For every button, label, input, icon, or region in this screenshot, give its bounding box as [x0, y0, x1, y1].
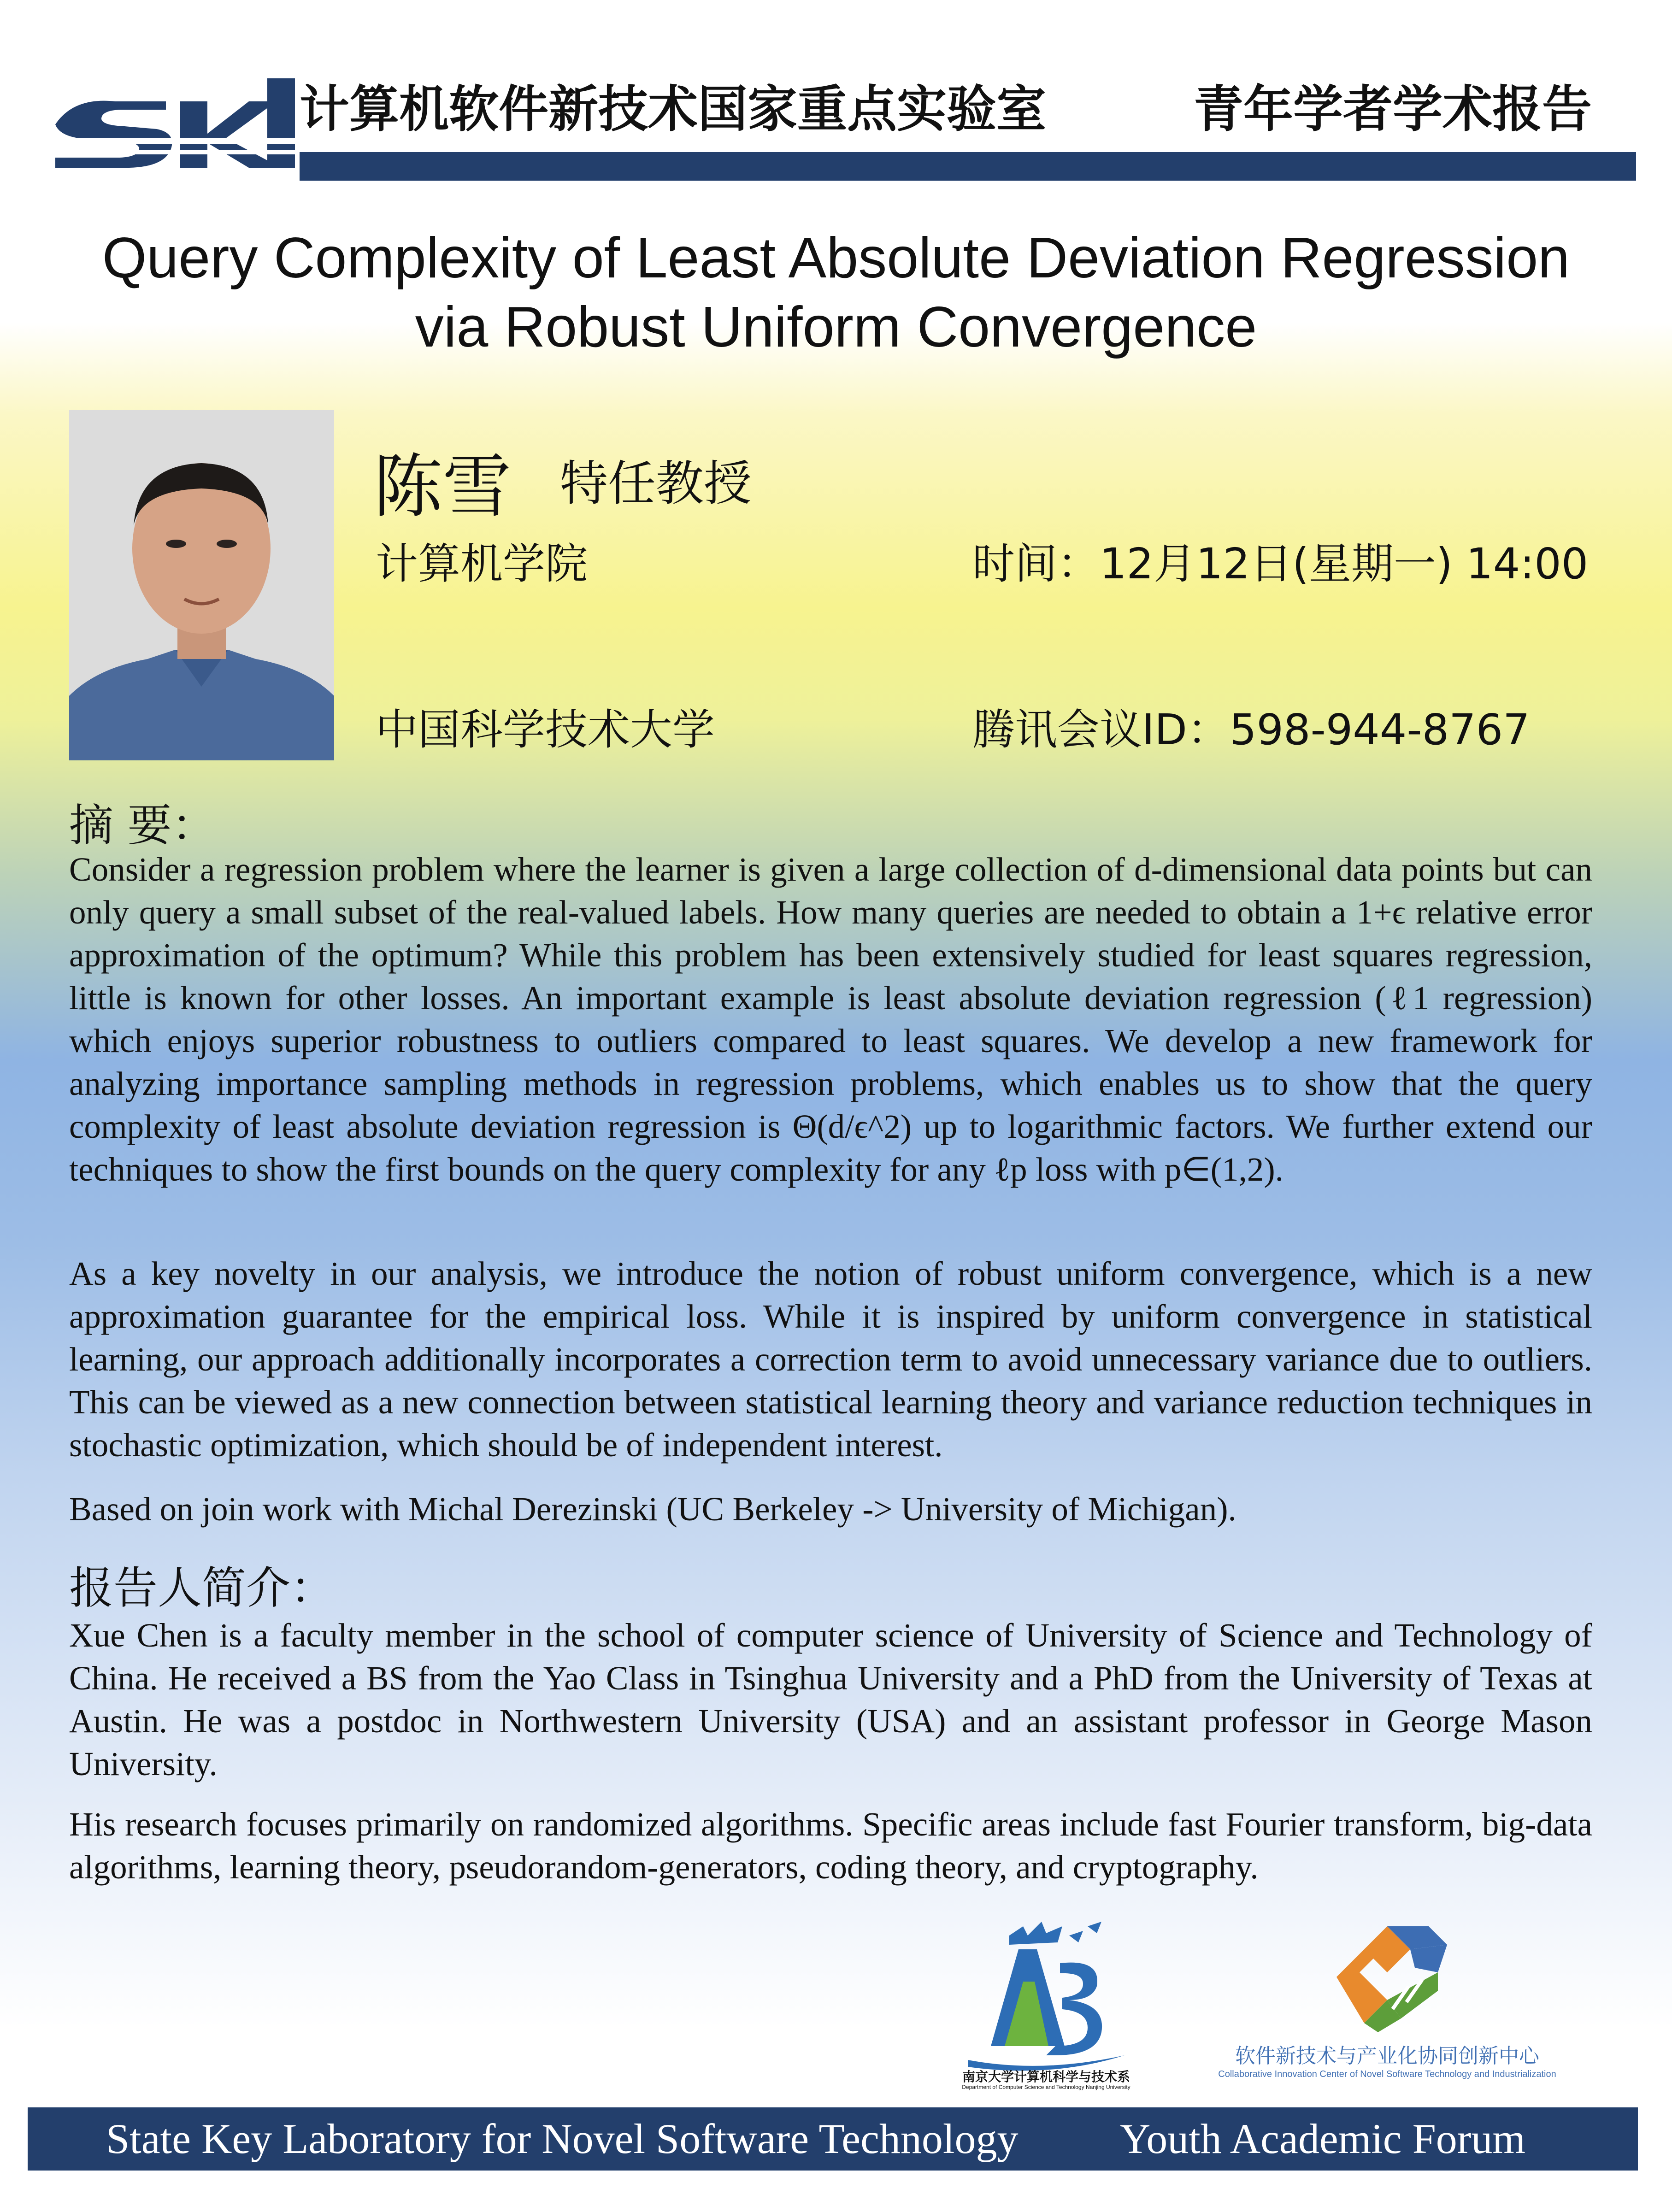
cic-caption: 软件新技术与产业化协同创新中心 [1235, 2044, 1539, 2068]
nju-caption-en: Department of Computer Science and Technology Nanjing University [962, 2084, 1130, 2090]
meeting-id: 腾讯会议ID：598-944-8767 [972, 705, 1530, 754]
nju-cs-logo [949, 1908, 1143, 2083]
speaker-photo [69, 410, 334, 760]
bio-heading: 报告人简介： [69, 1562, 335, 1614]
talk-title-line1: Query Complexity of Least Absolute Deviation Regression [102, 226, 1570, 290]
abstract-paragraph-2: As a key novelty in our analysis, we introduce the notion of robust uniform convergence, which is a new approximation guarantee for the empirical loss. While it is inspired by uniform convergence in statistical learning, our approach additionally incorporates a correction term to avoid unnecessary variance due to outliers. This can be viewed as a new connection between statistical learning theory and variance reduction techniques in stochastic optimization, which should be of independent interest. [69, 1255, 1592, 1464]
lab-name: 计算机软件新技术国家重点实验室 [300, 81, 1047, 138]
header-bar [300, 152, 1636, 181]
skl-logo [51, 69, 300, 175]
talk-title-line2: via Robust Uniform Convergence [415, 295, 1257, 359]
event-time: 时间：12月12日(星期一) 14:00 [972, 539, 1589, 588]
nju-caption: 南京大学计算机科学与技术系 [962, 2069, 1130, 2084]
bio-paragraph-2: His research focuses primarily on randomized algorithms. Specific areas include fast Fourier transform, big-data algorithms, learning theory, pseudorandom-generators, coding theory, and cryptography. [69, 1806, 1592, 1886]
speaker-name: 陈雪 [373, 447, 512, 527]
speaker-university: 中国科学技术大学 [376, 705, 715, 754]
talk-title [46, 224, 1626, 362]
speaker-portrait-icon [69, 410, 334, 760]
abstract-heading: 摘 要： [69, 800, 216, 851]
footer-forum-name: Youth Academic Forum [1120, 2115, 1525, 2162]
abstract-paragraph-1: Consider a regression problem where the learner is given a large collection of d-dimensional data points but can only query a small subset of the real-valued labels. How many queries are needed to obtain a 1+ϵ relative error approximation of the optimum? While this problem has been extensively studied for least squares regression, little is known for other losses. An important example is least absolute deviation regression (ℓ1 regression) which enjoys superior robustness to outliers compared to least squares. We develop a new framework for analyzing importance sampling methods in regression problems, which enables us to show that the query complexity of least absolute deviation regression is Θ(d/ϵ^2) up to logarithmic factors. We further extend our techniques to show the first bounds on the query complexity for any ℓp loss with p∈(1,2). [69, 851, 1592, 1188]
footer-lab-name: State Key Laboratory for Novel Software Technology [106, 2115, 1019, 2162]
cic-logo [1318, 1899, 1456, 2037]
bio-paragraph-1: Xue Chen is a faculty member in the school of computer science of University of Science and Technology of China. He received a BS from the Yao Class in Tsinghua University and a PhD from the University of Texas at Austin. He was a postdoc in Northwestern University (USA) and an assistant professor in George Mason University. [69, 1617, 1592, 1783]
abstract-paragraph-3: Based on join work with Michal Derezinski (UC Berkeley -> University of Michigan). [69, 1490, 1236, 1528]
speaker-department: 计算机学院 [376, 539, 588, 588]
forum-name: 青年学者学术报告 [1194, 81, 1592, 138]
speaker-title: 特任教授 [560, 455, 752, 512]
cic-caption-en: Collaborative Innovation Center of Novel Software Technology and Industrialization [1218, 2069, 1556, 2079]
